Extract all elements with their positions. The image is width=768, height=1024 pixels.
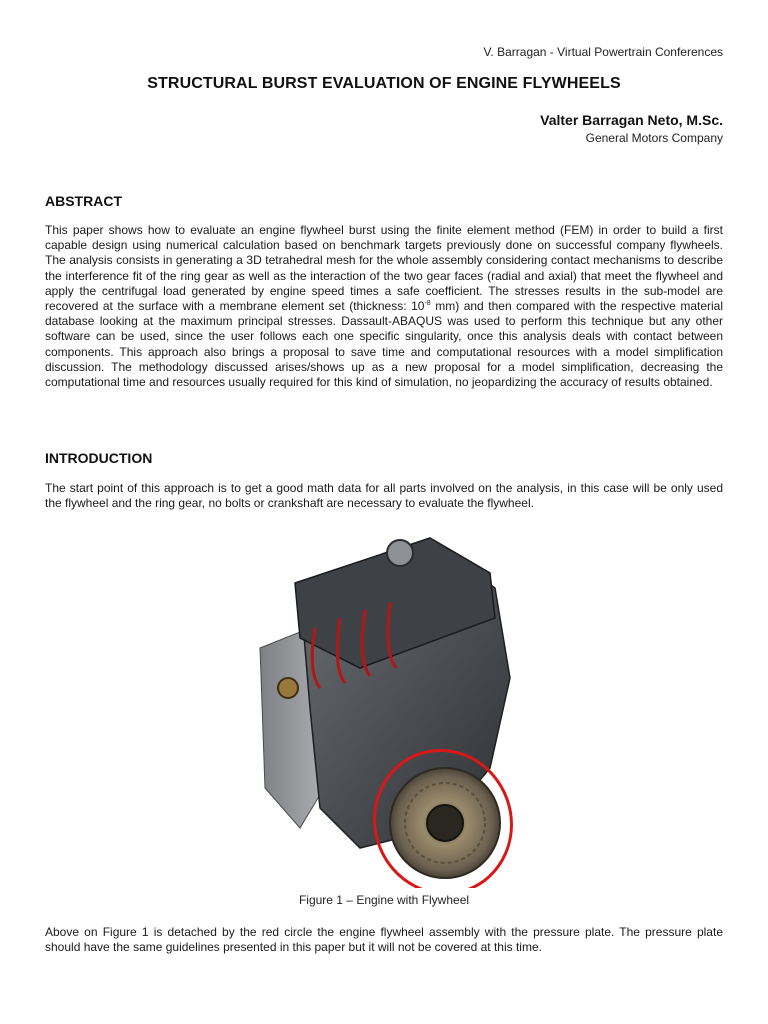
abstract-paragraph — [45, 223, 723, 390]
author-affiliation: General Motors Company — [585, 131, 723, 145]
abstract-text-part-2: mm) and then compared with the respective material database looking at the maximum principal stresses. Dassault-ABAQUS was used to perform this technique but any other software can be used, since the user follows each one specific singularity, once this analysis deals with contact between components. This approach also brings a proposal to save time and computational resources with a model simplification discussion. The methodology discussed arises/shows up as a new proposal for a model simplification, decreasing the computational time and resources usually required for this kind of simulation, no jeopardizing the accuracy of results obtained. — [45, 299, 723, 390]
throttle-body-shape — [387, 540, 413, 566]
author-name: Valter Barragan Neto, M.Sc. — [540, 112, 723, 128]
exponent-superscript: -8 — [424, 300, 431, 308]
introduction-paragraph-2: Above on Figure 1 is detached by the red circle the engine flywheel assembly with the pressure plate. The pressure plate should have the same guidelines presented in this paper but it will not be covered at this time. — [45, 925, 723, 955]
figure-caption: Figure 1 – Engine with Flywheel — [298, 893, 470, 907]
flywheel-hub-shape — [427, 805, 463, 841]
abstract-heading: ABSTRACT — [45, 193, 122, 209]
paper-title: STRUCTURAL BURST EVALUATION OF ENGINE FLYWHEELS — [147, 75, 621, 92]
abstract-text-part-1: This paper shows how to evaluate an engine flywheel burst using the finite element method (FEM) in order to build a first capable design using numerical calculation based on benchmark targets previously done on successful company flywheels. The analysis consists in generating a 3D tetrahedral mesh for the whole assembly considering contact mechanisms to describe the interference fit of the ring gear as well as the interaction of the two gear faces (radial and axial) that meet the flywheel and apply the centrifugal load generated by engine speed times a safe coefficient. The stresses results in the sub-model are recovered at the surface with a membrane element set (thickness: 10 — [45, 223, 723, 314]
engine-illustration — [240, 528, 540, 888]
introduction-paragraph-1: The start point of this approach is to get a good math data for all parts involved on the analysis, in this case will be only used the flywheel and the ring gear, no bolts or crankshaft are necessary to evaluate the flywheel. — [45, 481, 723, 511]
introduction-heading: INTRODUCTION — [45, 450, 153, 466]
running-head: V. Barragan - Virtual Powertrain Conferences — [483, 45, 723, 59]
engine-figure — [240, 528, 540, 888]
oil-cap-shape — [278, 678, 298, 698]
